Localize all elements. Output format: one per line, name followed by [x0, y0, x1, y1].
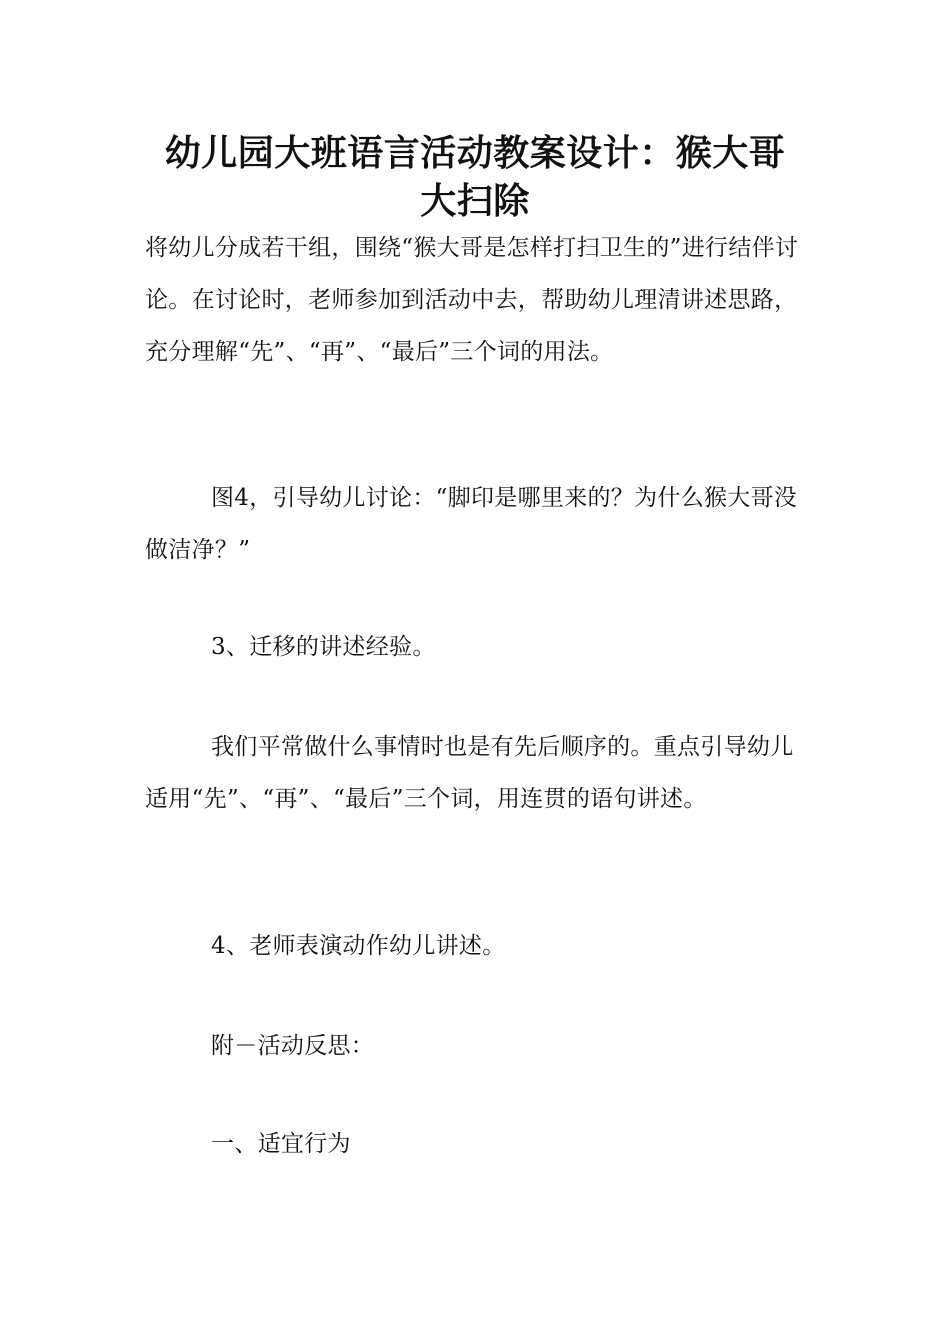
paragraph-step3-heading: 3、迁移的讲述经验。 — [211, 634, 436, 660]
paragraph-figure4-discussion: 图4，引导幼儿讨论：“脚印是哪里来的？为什么猴大哥没做洁净？” — [145, 485, 798, 563]
paragraph-step4-heading: 4、老师表演动作幼儿讲述。 — [211, 933, 506, 959]
paragraph-reflection-heading: 附－活动反思： — [211, 1033, 375, 1059]
paragraph-group-discussion: 将幼儿分成若干组，围绕“猴大哥是怎样打扫卫生的”进行结伴讨论。在讨论时，老师参加到活动中去，帮助幼儿理清讲述思路，充分理解“先”、“再”、“最后”三个词的用法。 — [145, 235, 799, 365]
paragraph-sequence-practice: 我们平常做什么事情时也是有先后顺序的。重点引导幼儿适用“先”、“再”、“最后”三个词，用连贯的语句讲述。 — [145, 734, 794, 812]
document-title-line2: 大扫除 — [420, 181, 530, 222]
paragraph-appropriate-behavior-heading: 一、适宜行为 — [211, 1131, 351, 1157]
document-title-line1: 幼儿园大班语言活动教案设计：猴大哥 — [164, 133, 786, 174]
